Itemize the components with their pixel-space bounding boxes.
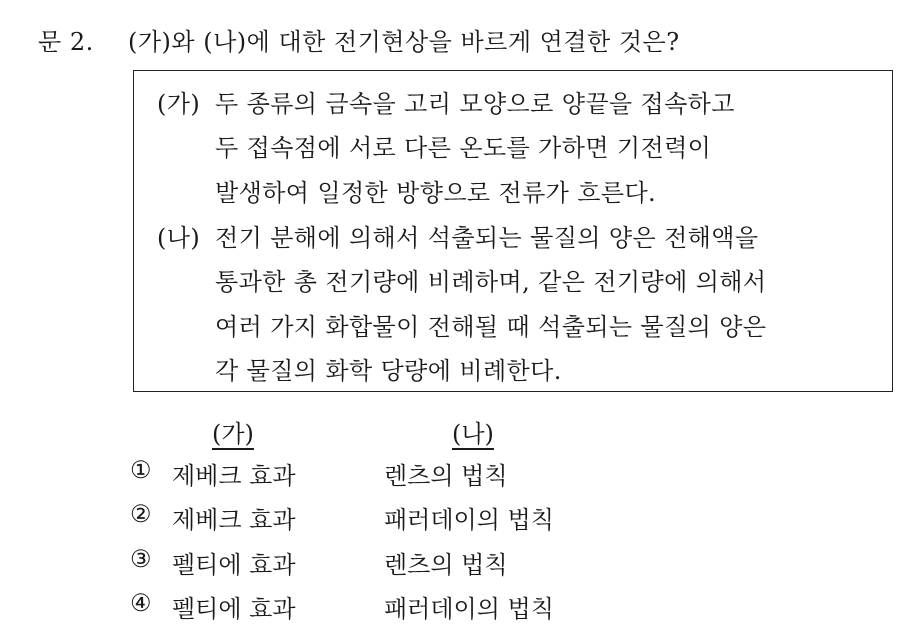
option-1-na: 렌츠의 법칙 [384,462,508,490]
option-4-mark: ④ [130,589,152,617]
column-header-na: (나) [452,420,494,448]
question-number: 문 2. [38,28,94,56]
item-na-line-2: 통과한 총 전기량에 비례하며, 같은 전기량에 의해서 [215,268,767,296]
item-na-line-1: 전기 분해에 의해서 석출되는 물질의 양은 전해액을 [215,224,759,252]
question-line [38,22,680,57]
item-ga-line-1: 두 종류의 금속을 고리 모양으로 양끝을 접속하고 [215,90,735,118]
item-na-line-4: 각 물질의 화학 당량에 비례한다. [215,357,562,385]
option-2-ga: 제베크 효과 [172,506,296,534]
option-1-mark: ① [130,456,152,484]
option-4-na: 패러데이의 법칙 [384,595,554,623]
option-3-na: 렌츠의 법칙 [384,551,508,579]
option-2-na: 패러데이의 법칙 [384,506,554,534]
question-text: (가)와 (나)에 대한 전기현상을 바르게 연결한 것은? [128,28,680,56]
item-na-label: (나) [157,224,201,252]
option-4-ga: 펠티에 효과 [172,595,296,623]
option-2-mark: ② [130,500,152,528]
option-3-ga: 펠티에 효과 [172,551,296,579]
column-header-ga: (가) [212,420,254,448]
option-3-mark: ③ [130,545,152,573]
item-ga-line-3: 발생하여 일정한 방향으로 전류가 흐른다. [215,179,657,207]
item-ga-label: (가) [157,90,201,118]
item-ga-line-2: 두 접속점에 서로 다른 온도를 가하면 기전력이 [215,134,712,162]
option-1-ga: 제베크 효과 [172,462,296,490]
item-na-line-3: 여러 가지 화합물이 전해될 때 석출되는 물질의 양은 [215,313,767,341]
